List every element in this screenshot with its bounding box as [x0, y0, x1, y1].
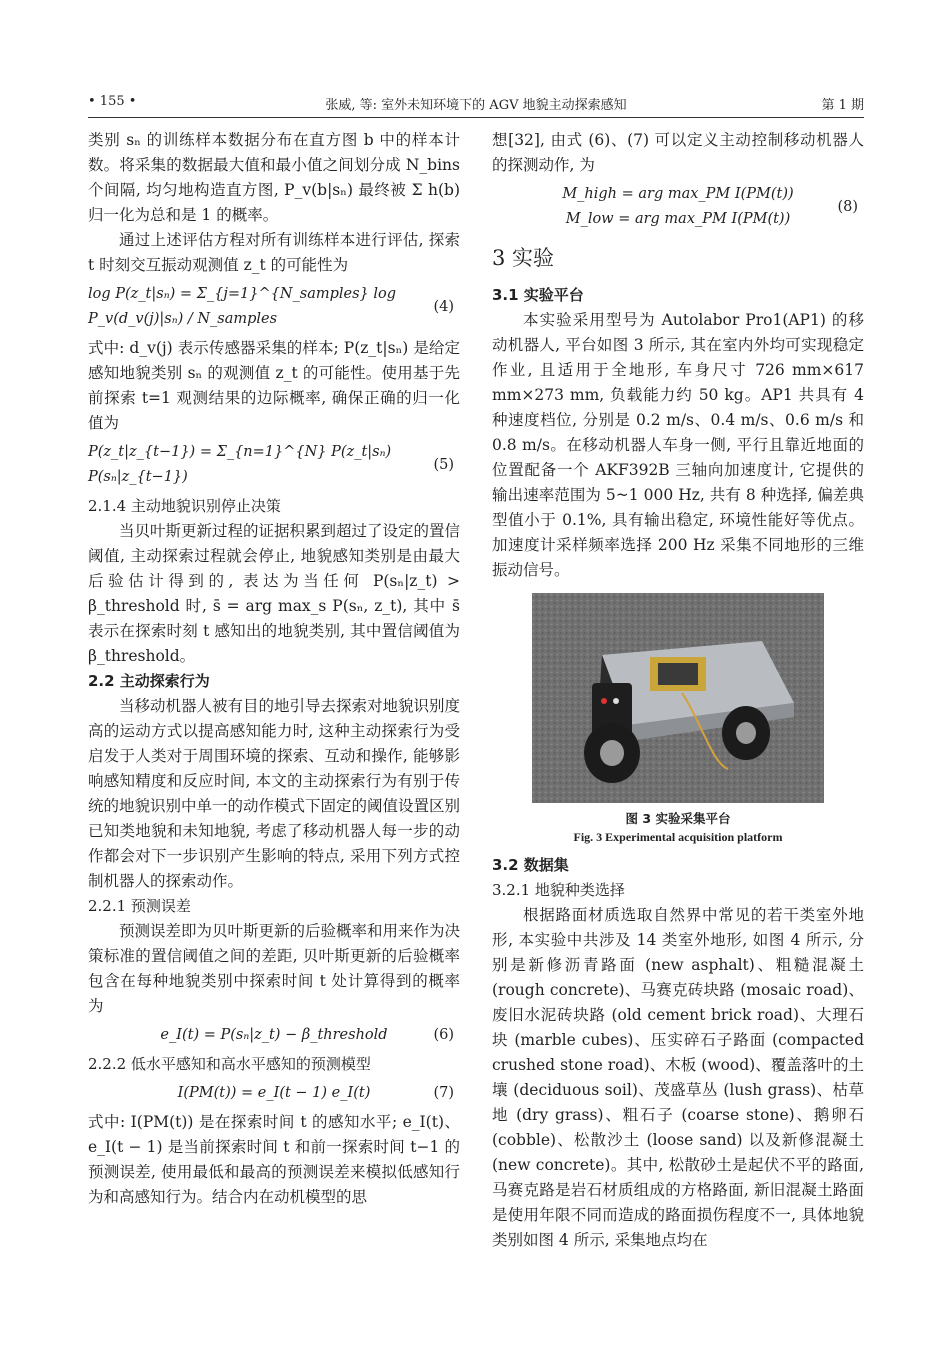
equation-number: (4) [433, 298, 454, 315]
equation-line: M_low = arg max_PM I(PM(t)) [565, 211, 791, 227]
figure-caption-en: Fig. 3 Experimental acquisition platform [573, 830, 783, 844]
equation-body: e_I(t) = P(sₙ|z_t) − β_threshold [160, 1027, 388, 1043]
paragraph: 想[32], 由式 (6)、(7) 可以定义主动控制移动机器人的探测动作, 为 [492, 131, 864, 174]
paragraph: 类别 sₙ 的训练样本数据分布在直方图 b 中的样本计数。将采集的数据最大值和最小值之间划分成 N_bins 个间隔, 均匀地构造直方图, P_v(b|sₙ) 最终被 Σ h(b) 归一化为总和是 1 的概率。 [88, 131, 460, 224]
section-heading: 3.2 数据集 [492, 856, 569, 874]
section-heading: 3.2.1 地貌种类选择 [492, 881, 625, 899]
equation-number: (7) [433, 1085, 454, 1101]
section-heading: 2.2.2 低水平感知和高水平感知的预测模型 [88, 1055, 371, 1073]
equation-number: (6) [433, 1027, 454, 1043]
paragraph: 根据路面材质选取自然界中常见的若干类室外地形, 本实验中共涉及 14 类室外地形, 如图 4 所示, 分别是新修沥青路面 (new asphalt)、粗糙混凝土 (rough concrete)、马赛克砖块路 (mosaic road)、废旧水泥砖块路 (old cement brick road)、大理石块 (marble cubes)、压实碎石子路面 (compacted crushed stone road)、木板 (wood)、覆盖落叶的土壤 (deciduous soil)、茂盛草丛 (lush grass)、枯草地 (dry grass)、粗石子 (coarse stone)、鹅卵石 (cobble)、松散沙土 (loose sand) 以及新修混凝土 (new concrete)。其中, 松散砂土是起伏不平的路面, 马赛克路是岩石材质组成的方格路面, 新旧混凝土路面是使用年限不同而造成的路面损伤程度不一, 具体地貌类别如图 4 所示, 采集地点均在 [492, 906, 864, 1249]
equation-number: (8) [837, 198, 858, 215]
paragraph: 式中: I(PM(t)) 是在探索时间 t 的感知水平; e_I(t)、e_I(t − 1) 是当前探索时间 t 和前一探索时间 t−1 的预测误差, 使用最低和最高的预测误差来模拟低感知行为和高感知行为。结合内在动机模型的思 [88, 1113, 460, 1206]
paragraph: 预测误差即为贝叶斯更新的后验概率和用来作为决策标准的置信阈值之间的差距, 贝叶斯更新的后验概率包含在每种地貌类别中探索时间 t 处计算得到的概率为 [88, 922, 461, 1015]
left-column [88, 128, 460, 1210]
paragraph: 当移动机器人被有目的地引导去探索对地貌识别度高的运动方式以提高感知能力时, 这种主动探索行为受启发于人类对于周围环境的探索、互动和操作, 能够影响感知精度和反应时间, 本文的主动探索行为有别于传统的地貌识别中单一的动作模式下固定的阈值设置区别已知类地貌和未知地貌, 考虑了移动机器人每一步的动作都会对下一步识别产生影响的特点, 采用下列方式控制机器人的探索动作。 [88, 697, 461, 890]
header-rule [88, 117, 864, 118]
equation-body: log P(z_t|sₙ) = Σ_{j=1}^{N_samples} log P_v(d_v(j)|sₙ) / N_samples [88, 286, 397, 327]
paragraph: 通过上述评估方程对所有训练样本进行评估, 探索 t 时刻交互振动观测值 z_t 的可能性为 [88, 231, 460, 274]
equation-line: M_high = arg max_PM I(PM(t)) [562, 186, 794, 202]
equation-8 [492, 182, 864, 232]
section-heading: 3 实验 [492, 246, 555, 270]
equation-body: I(PM(t)) = e_I(t − 1) e_I(t) [177, 1085, 371, 1101]
issue-number: 第 1 期 [821, 98, 864, 113]
paragraph: 本实验采用型号为 Autolabor Pro1(AP1) 的移动机器人, 平台如图 3 所示, 其在室内外均可实现稳定作业, 且适用于全地形, 车身尺寸 726 mm×617 mm×273 mm, 负载能力约 50 kg。AP1 共具有 4 种速度档位, 分别是 0.2 m/s、0.4 m/s、0.6 m/s 和 0.8 m/s。在移动机器人车身一侧, 平行且靠近地面的位置配备一个 AKF392B 三轴向加速度计, 它提供的输出速率范围为 5~1 000 Hz, 共有 8 种选择, 偏差典型值小于 0.1%, 具有输出稳定, 环境性能好等优点。加速度计采样频率选择 200 Hz 采集不同地形的三维振动信号。 [492, 311, 864, 579]
section-heading: 2.1.4 主动地貌识别停止决策 [88, 497, 281, 515]
page-header [88, 90, 864, 114]
section-heading: 2.2.1 预测误差 [88, 897, 191, 915]
section-heading: 2.2 主动探索行为 [88, 672, 210, 690]
right-column [492, 128, 864, 1253]
running-title: 张威, 等: 室外未知环境下的 AGV 地貌主动探索感知 [325, 98, 627, 113]
robot-photo [532, 593, 824, 803]
figure-caption-cn: 图 3 实验采集平台 [625, 811, 731, 826]
equation-6 [88, 1023, 460, 1048]
paragraph: 式中: d_v(j) 表示传感器采集的样本; P(z_t|sₙ) 是给定感知地貌类别 sₙ 的观测值 z_t 的可能性。使用基于先前探索 t=1 观测结果的边际概率, 确保正确的归一化值为 [88, 339, 460, 432]
paragraph: 当贝叶斯更新过程的证据积累到超过了设定的置信阈值, 主动探索过程就会停止, 地貌感知类别是由最大后验估计得到的, 表达为当任何 P(sₙ|z_t) > β_threshold 时, s̄ = arg max_s P(sₙ, z_t), 其中 s̄ 表示在探索时刻 t 感知出的地貌类别, 其中置信阈值为 β_threshold。 [88, 522, 461, 665]
page-number: • 155 • [88, 94, 137, 109]
equation-5 [88, 440, 460, 490]
section-heading: 3.1 实验平台 [492, 286, 584, 304]
equation-7 [88, 1081, 460, 1106]
equation-body: P(z_t|z_{t−1}) = Σ_{n=1}^{N} P(z_t|sₙ) P(sₙ|z_{t−1}) [88, 444, 392, 485]
robot-illustration [532, 593, 824, 803]
equation-number: (5) [433, 456, 454, 473]
equation-4 [88, 282, 460, 332]
